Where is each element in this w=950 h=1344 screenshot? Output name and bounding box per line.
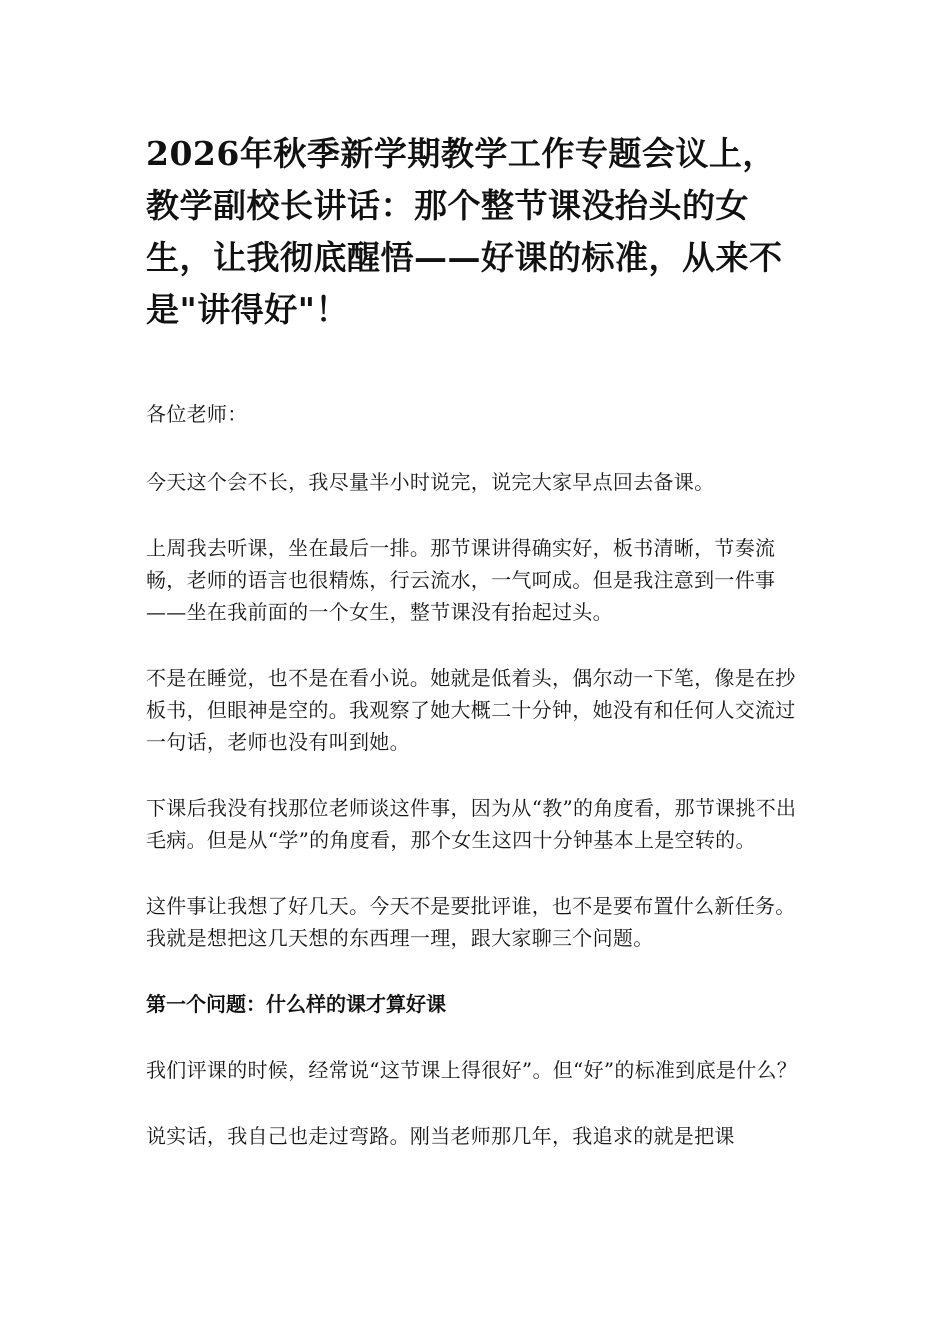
paragraph: 我们评课的时候，经常说“这节课上得很好”。但“好”的标准到底是什么？ (146, 1058, 798, 1082)
salutation: 各位老师： (146, 402, 248, 426)
paragraph: 下课后我没有找那位老师谈这件事，因为从“教”的角度看，那节课挑不出毛病。但是从“学”的角度看，那个女生这四十分钟基本上是空转的。 (146, 796, 797, 852)
paragraph: 不是在睡觉，也不是在看小说。她就是低着头，偶尔动一下笔，像是在抄板书，但眼神是空的。我观察了她大概二十分钟，她没有和任何人交流过一句话，老师也没有叫到她。 (146, 666, 796, 754)
paragraph: 这件事让我想了好几天。今天不是要批评谁，也不是要布置什么新任务。我就是想把这几天想的东西理一理，跟大家聊三个问题。 (146, 894, 796, 950)
paragraph: 今天这个会不长，我尽量半小时说完，说完大家早点回去备课。 (146, 470, 715, 494)
paragraph: 上周我去听课，坐在最后一排。那节课讲得确实好，板书清晰，节奏流畅，老师的语言也很精炼，行云流水，一气呵成。但是我注意到一件事——坐在我前面的一个女生，整节课没有抬起过头。 (146, 536, 776, 624)
section-heading: 第一个问题：什么样的课才算好课 (146, 992, 446, 1016)
paragraph: 说实话，我自己也走过弯路。刚当老师那几年，我追求的就是把课 (146, 1124, 735, 1148)
document-title: 2026年秋季新学期教学工作专题会议上，教学副校长讲话：那个整节课没抬头的女生，让我彻底醒悟——好课的标准，从来不是"讲得好"！ (146, 134, 783, 329)
document-page (146, 128, 806, 1186)
